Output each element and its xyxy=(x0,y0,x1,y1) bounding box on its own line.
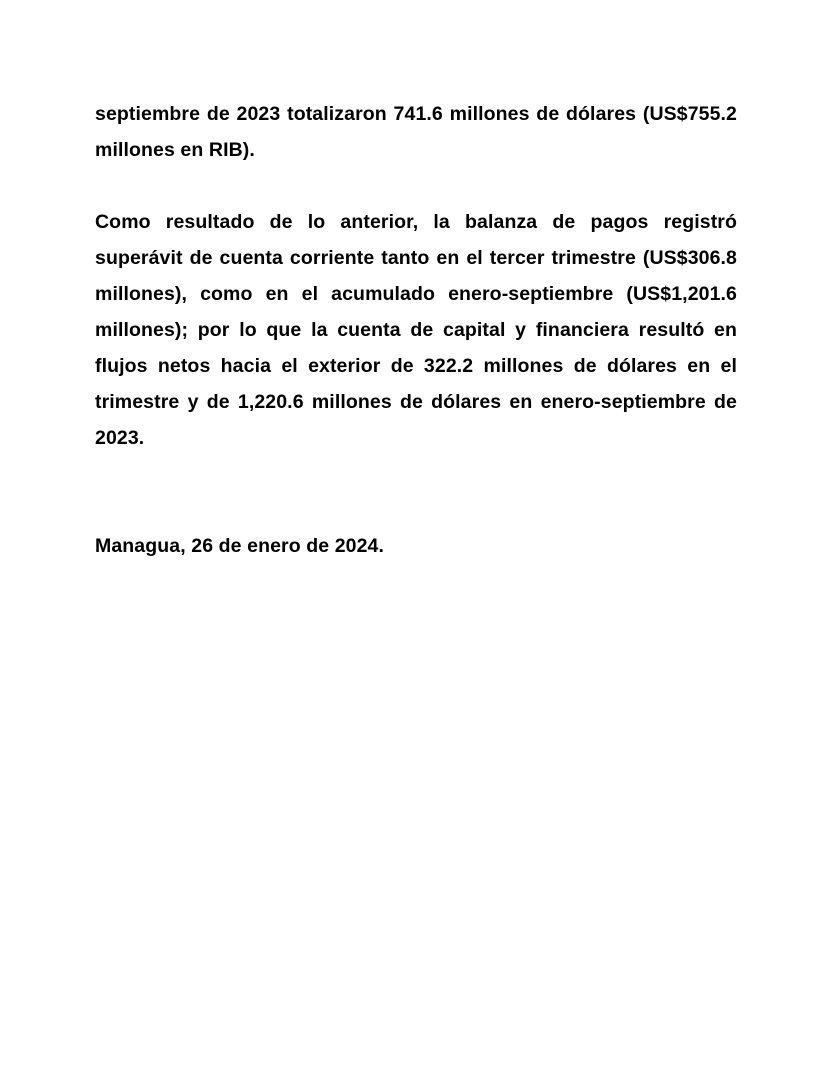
paragraph-balance-of-payments: Como resultado de lo anterior, la balanza de pagos registró superávit de cuenta corriente tanto en el tercer trimestre (US$306.8 millones), como en el acumulado enero-septiembre (US$1,201.6 millones); por lo que la cuenta de capital y financiera resultó en flujos netos hacia el exterior de 322.2 millones de dólares en el trimestre y de 1,220.6 millones de dólares en enero-septiembre de 2023. xyxy=(95,211,737,449)
paragraph-continuation: septiembre de 2023 totalizaron 741.6 millones de dólares (US$755.2 millones en RIB). xyxy=(95,103,737,161)
document-content xyxy=(95,96,737,564)
dateline: Managua, 26 de enero de 2024. xyxy=(95,535,385,557)
